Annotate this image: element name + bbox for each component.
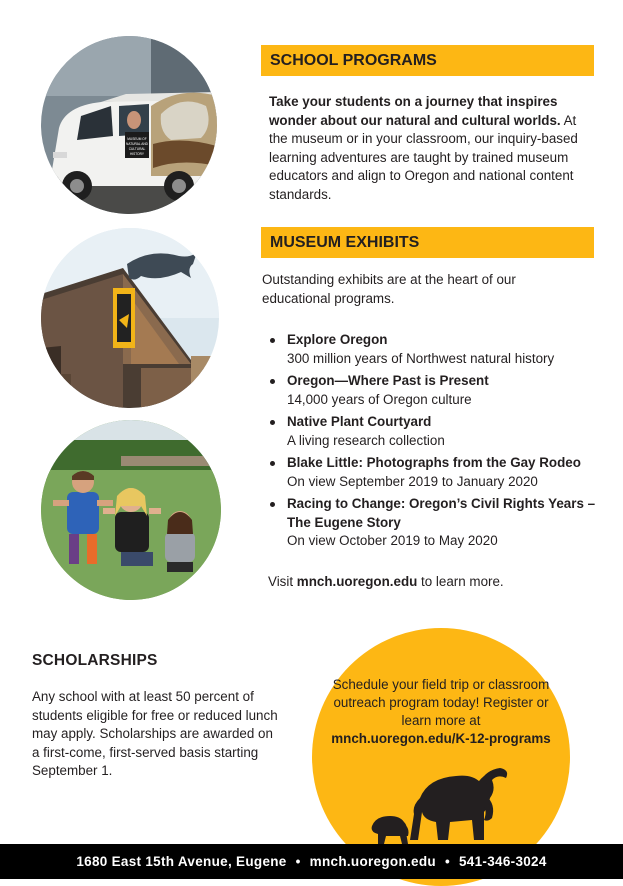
visit-prefix: Visit	[268, 574, 297, 589]
museum-exhibits-heading: MUSEUM EXHIBITS	[261, 227, 594, 258]
exhibit-title: Oregon—Where Past is Present	[287, 373, 489, 388]
exhibit-subtitle: 14,000 years of Oregon culture	[287, 391, 472, 407]
van-decal-line-2: NATURAL AND	[126, 142, 148, 146]
exhibit-title: Native Plant Courtyard	[287, 414, 432, 429]
exhibit-subtitle: On view September 2019 to January 2020	[287, 473, 538, 489]
cta-text-block	[318, 676, 564, 748]
exhibit-item	[268, 454, 598, 491]
exhibit-subtitle: On view October 2019 to May 2020	[287, 533, 498, 548]
cta-text: Schedule your field trip or classroom outreach program today! Register or learn more at	[332, 677, 550, 728]
school-programs-body: At the museum or in your classroom, our inquiry-based learning adventures are taught by trained museum educators and align to Oregon and national content standards.	[269, 112, 578, 202]
photo-museum-building	[41, 228, 219, 408]
visit-line	[268, 573, 504, 592]
footer-phone[interactable]: 541-346-3024	[459, 854, 547, 869]
bullet-dot-icon	[270, 461, 275, 466]
footer-website[interactable]: mnch.uoregon.edu	[309, 854, 436, 869]
exhibit-title: Racing to Change: Oregon’s Civil Rights Years – The Eugene Story	[287, 496, 596, 530]
museum-exhibits-intro: Outstanding exhibits are at the heart of our educational programs.	[262, 272, 516, 306]
bullet-dot-icon	[270, 338, 275, 343]
mammoth-silhouette-icon	[368, 760, 513, 845]
scholarships-body: Any school with at least 50 percent of students eligible for free or reduced lunch may apply. Scholarships are awarded on a first-come, first-served basis starting September 1.	[32, 689, 278, 778]
school-programs-heading: SCHOOL PROGRAMS	[261, 45, 594, 76]
footer-separator: •	[295, 854, 301, 869]
exhibit-subtitle: A living research collection	[287, 432, 445, 448]
exhibit-title: Explore Oregon	[287, 332, 388, 347]
photo-museum-van	[41, 36, 217, 214]
exhibit-item	[268, 331, 598, 368]
exhibit-item	[268, 413, 598, 450]
exhibit-subtitle: 300 million years of Northwest natural history	[287, 350, 555, 366]
exhibit-item	[268, 372, 598, 409]
bullet-dot-icon	[270, 379, 275, 384]
school-programs-text	[269, 93, 589, 204]
van-decal-line-4: HISTORY	[129, 152, 145, 156]
bullet-dot-icon	[270, 420, 275, 425]
footer-separator: •	[444, 854, 450, 869]
van-decal-line-3: CULTURAL	[128, 147, 146, 151]
school-programs-lead: Take your students on a journey that inspires wonder about our natural and cultural worlds.	[269, 94, 561, 128]
bullet-dot-icon	[270, 502, 275, 507]
exhibit-title: Blake Little: Photographs from the Gay Rodeo	[287, 455, 581, 470]
van-decal-line-1: MUSEUM OF	[127, 137, 147, 141]
exhibit-list	[268, 331, 598, 555]
footer-address: 1680 East 15th Avenue, Eugene	[76, 854, 287, 869]
footer-bar	[0, 844, 623, 879]
exhibit-item	[268, 495, 598, 551]
visit-suffix: to learn more.	[417, 574, 504, 589]
scholarships-heading: SCHOLARSHIPS	[32, 652, 158, 669]
cta-link[interactable]: mnch.uoregon.edu/K-12-programs	[331, 731, 551, 746]
photo-students	[41, 420, 221, 600]
visit-link[interactable]: mnch.uoregon.edu	[296, 574, 418, 589]
